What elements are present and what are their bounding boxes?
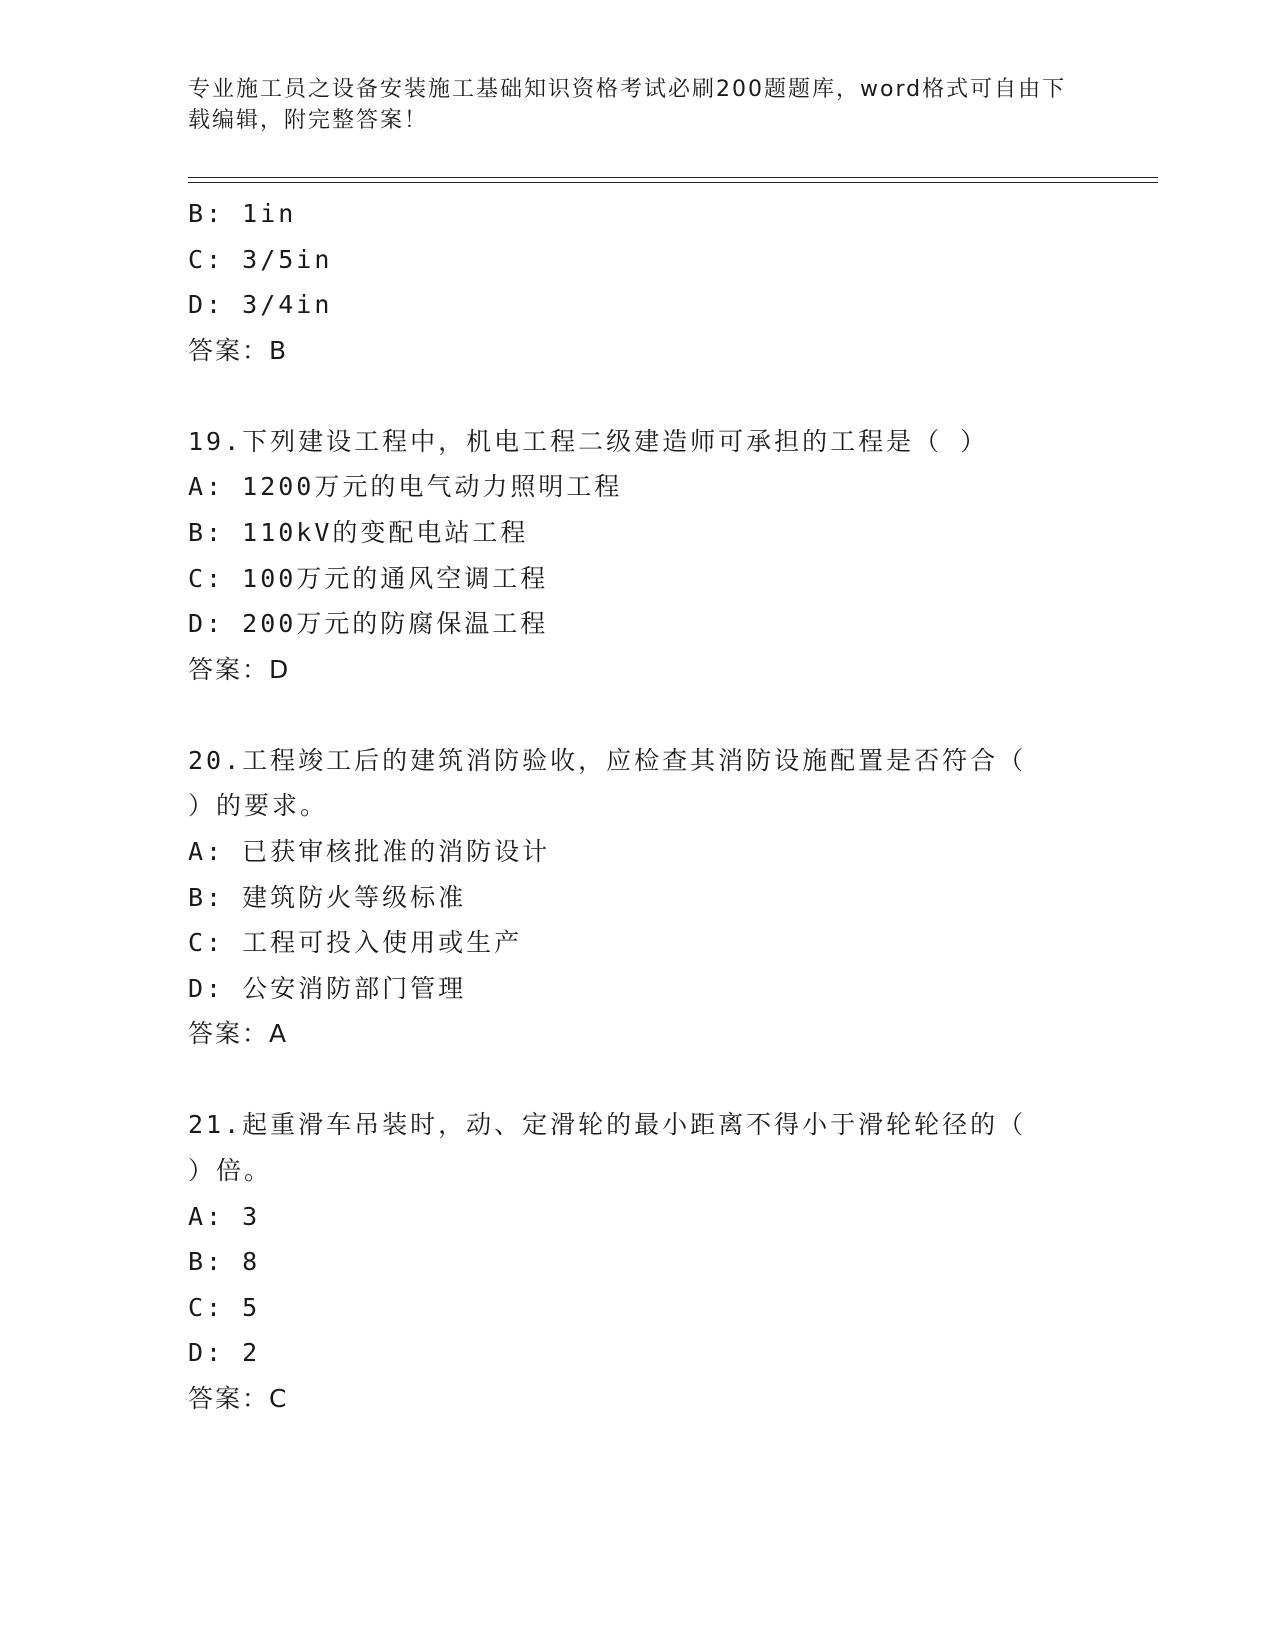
option-b: B: 1in bbox=[188, 199, 297, 228]
option-d: D: 200万元的防腐保温工程 bbox=[188, 609, 549, 639]
answer: 答案：A bbox=[188, 1019, 289, 1049]
question-stem-line-2: ）的要求。 bbox=[188, 791, 329, 821]
option-b: B: 建筑防火等级标准 bbox=[188, 882, 467, 912]
header-divider-bottom bbox=[188, 182, 1158, 183]
answer: 答案：B bbox=[188, 335, 289, 365]
question-20 bbox=[188, 738, 1088, 1058]
document-header: 专业施工员之设备安装施工基础知识资格考试必刷200题题库，word格式可自由下载编辑，附完整答案！ bbox=[188, 77, 1067, 133]
answer: 答案：C bbox=[188, 1383, 289, 1413]
option-a: A: 3 bbox=[188, 1201, 261, 1231]
option-c: C: 100万元的通风空调工程 bbox=[188, 563, 549, 593]
option-c: C: 工程可投入使用或生产 bbox=[188, 928, 523, 958]
question-stem-line-1: 20.工程竣工后的建筑消防验收，应检查其消防设施配置是否符合（ bbox=[188, 745, 1027, 775]
option-c: C: 3/5in bbox=[188, 244, 333, 274]
option-b: B: 110kV的变配电站工程 bbox=[188, 517, 529, 547]
question-content bbox=[188, 191, 1088, 1422]
spacer bbox=[188, 374, 1088, 419]
question-21 bbox=[188, 1102, 1088, 1422]
question-stem: 19.下列建设工程中，机电工程二级建造师可承担的工程是（ ） bbox=[188, 426, 989, 456]
option-b: B: 8 bbox=[188, 1247, 261, 1277]
question-19 bbox=[188, 419, 1088, 693]
header-divider-top bbox=[188, 177, 1158, 178]
option-a: A: 1200万元的电气动力照明工程 bbox=[188, 472, 623, 502]
option-d: D: 公安消防部门管理 bbox=[188, 973, 467, 1003]
option-d: D: 2 bbox=[188, 1338, 261, 1368]
spacer bbox=[188, 693, 1088, 738]
option-c: C: 5 bbox=[188, 1292, 261, 1322]
spacer bbox=[188, 1057, 1088, 1102]
question-stem-line-1: 21.起重滑车吊装时，动、定滑轮的最小距离不得小于滑轮轮径的（ bbox=[188, 1110, 1027, 1140]
option-d: D: 3/4in bbox=[188, 290, 333, 320]
question-18-tail bbox=[188, 191, 1088, 374]
question-stem-line-2: ）倍。 bbox=[188, 1155, 273, 1185]
option-a: A: 已获审核批准的消防设计 bbox=[188, 836, 551, 866]
answer: 答案：D bbox=[188, 654, 291, 684]
